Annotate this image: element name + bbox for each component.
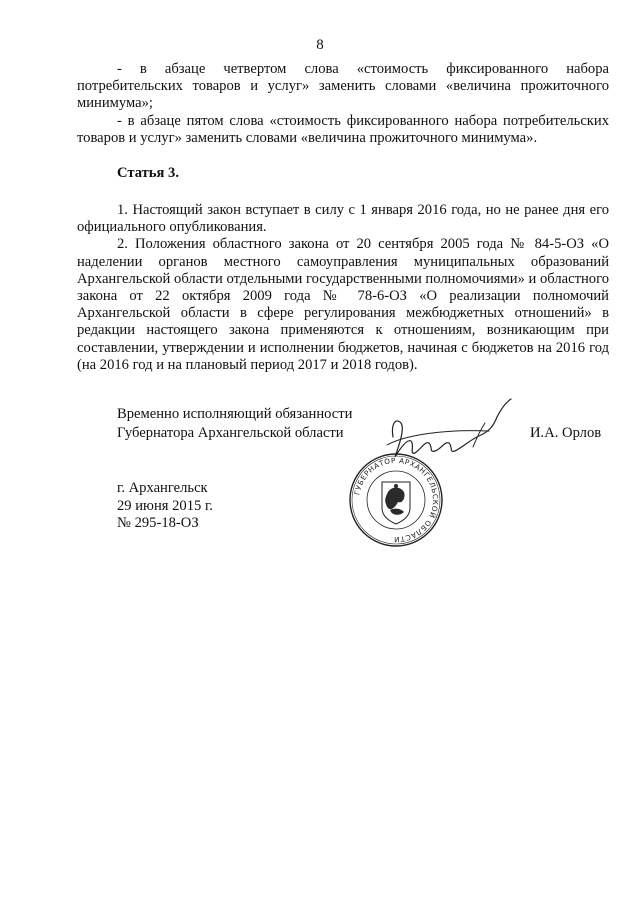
signer-title-line-2: Губернатора Архангельской области [117, 425, 344, 441]
article-paragraph-1: 1. Настоящий закон вступает в силу с 1 января 2016 года, но не ранее дня его официального опубликования. [77, 202, 609, 236]
page-number: 8 [316, 37, 324, 53]
amendments-block [77, 61, 609, 147]
signer-name: И.А. Орлов [530, 425, 602, 441]
amendment-paragraph-5: - в абзаце пятом слова «стоимость фиксированного набора потребительских товаров и услуг» заменить словами «величина прожиточного минимума». [77, 112, 609, 146]
article-paragraph-2: 2. Положения областного закона от 20 сентября 2005 года № 84-5-ОЗ «О наделении органов местного самоуправления муниципальных образований Архангельской области отдельными государственными полномочиями» и областного закона от 22 октября 2009 года № 78-6-ОЗ «О реализации полномочий Архангельской области в сфере регулирования межбюджетных отношений» в редакции настоящего закона применяются к отношениям, возникающим при составлении, утверждении и исполнении бюджетов, начиная с бюджетов на 2016 год (на 2016 год и на плановый период 2017 и 2018 годов). [77, 236, 609, 373]
article-body [77, 202, 609, 374]
city: г. Архангельск [117, 480, 208, 496]
amendment-paragraph-4: - в абзаце четвертом слова «стоимость фиксированного набора потребительских товаров и услуг» заменить словами «величина прожиточного минимума»; [77, 61, 609, 112]
signer-title-line-1: Временно исполняющий обязанности [117, 406, 353, 422]
law-date: 29 июня 2015 г. [117, 497, 213, 514]
law-number: № 295-18-ОЗ [117, 515, 199, 531]
article-heading: Статья 3. [117, 165, 179, 181]
seal-ring-text: ГУБЕРНАТОР АРХАНГЕЛЬСКОЙ ОБЛАСТИ [352, 455, 441, 545]
coat-of-arms-emblem [382, 482, 410, 524]
signer-title [117, 405, 352, 443]
place-date-block [117, 480, 213, 533]
official-seal [348, 452, 444, 548]
